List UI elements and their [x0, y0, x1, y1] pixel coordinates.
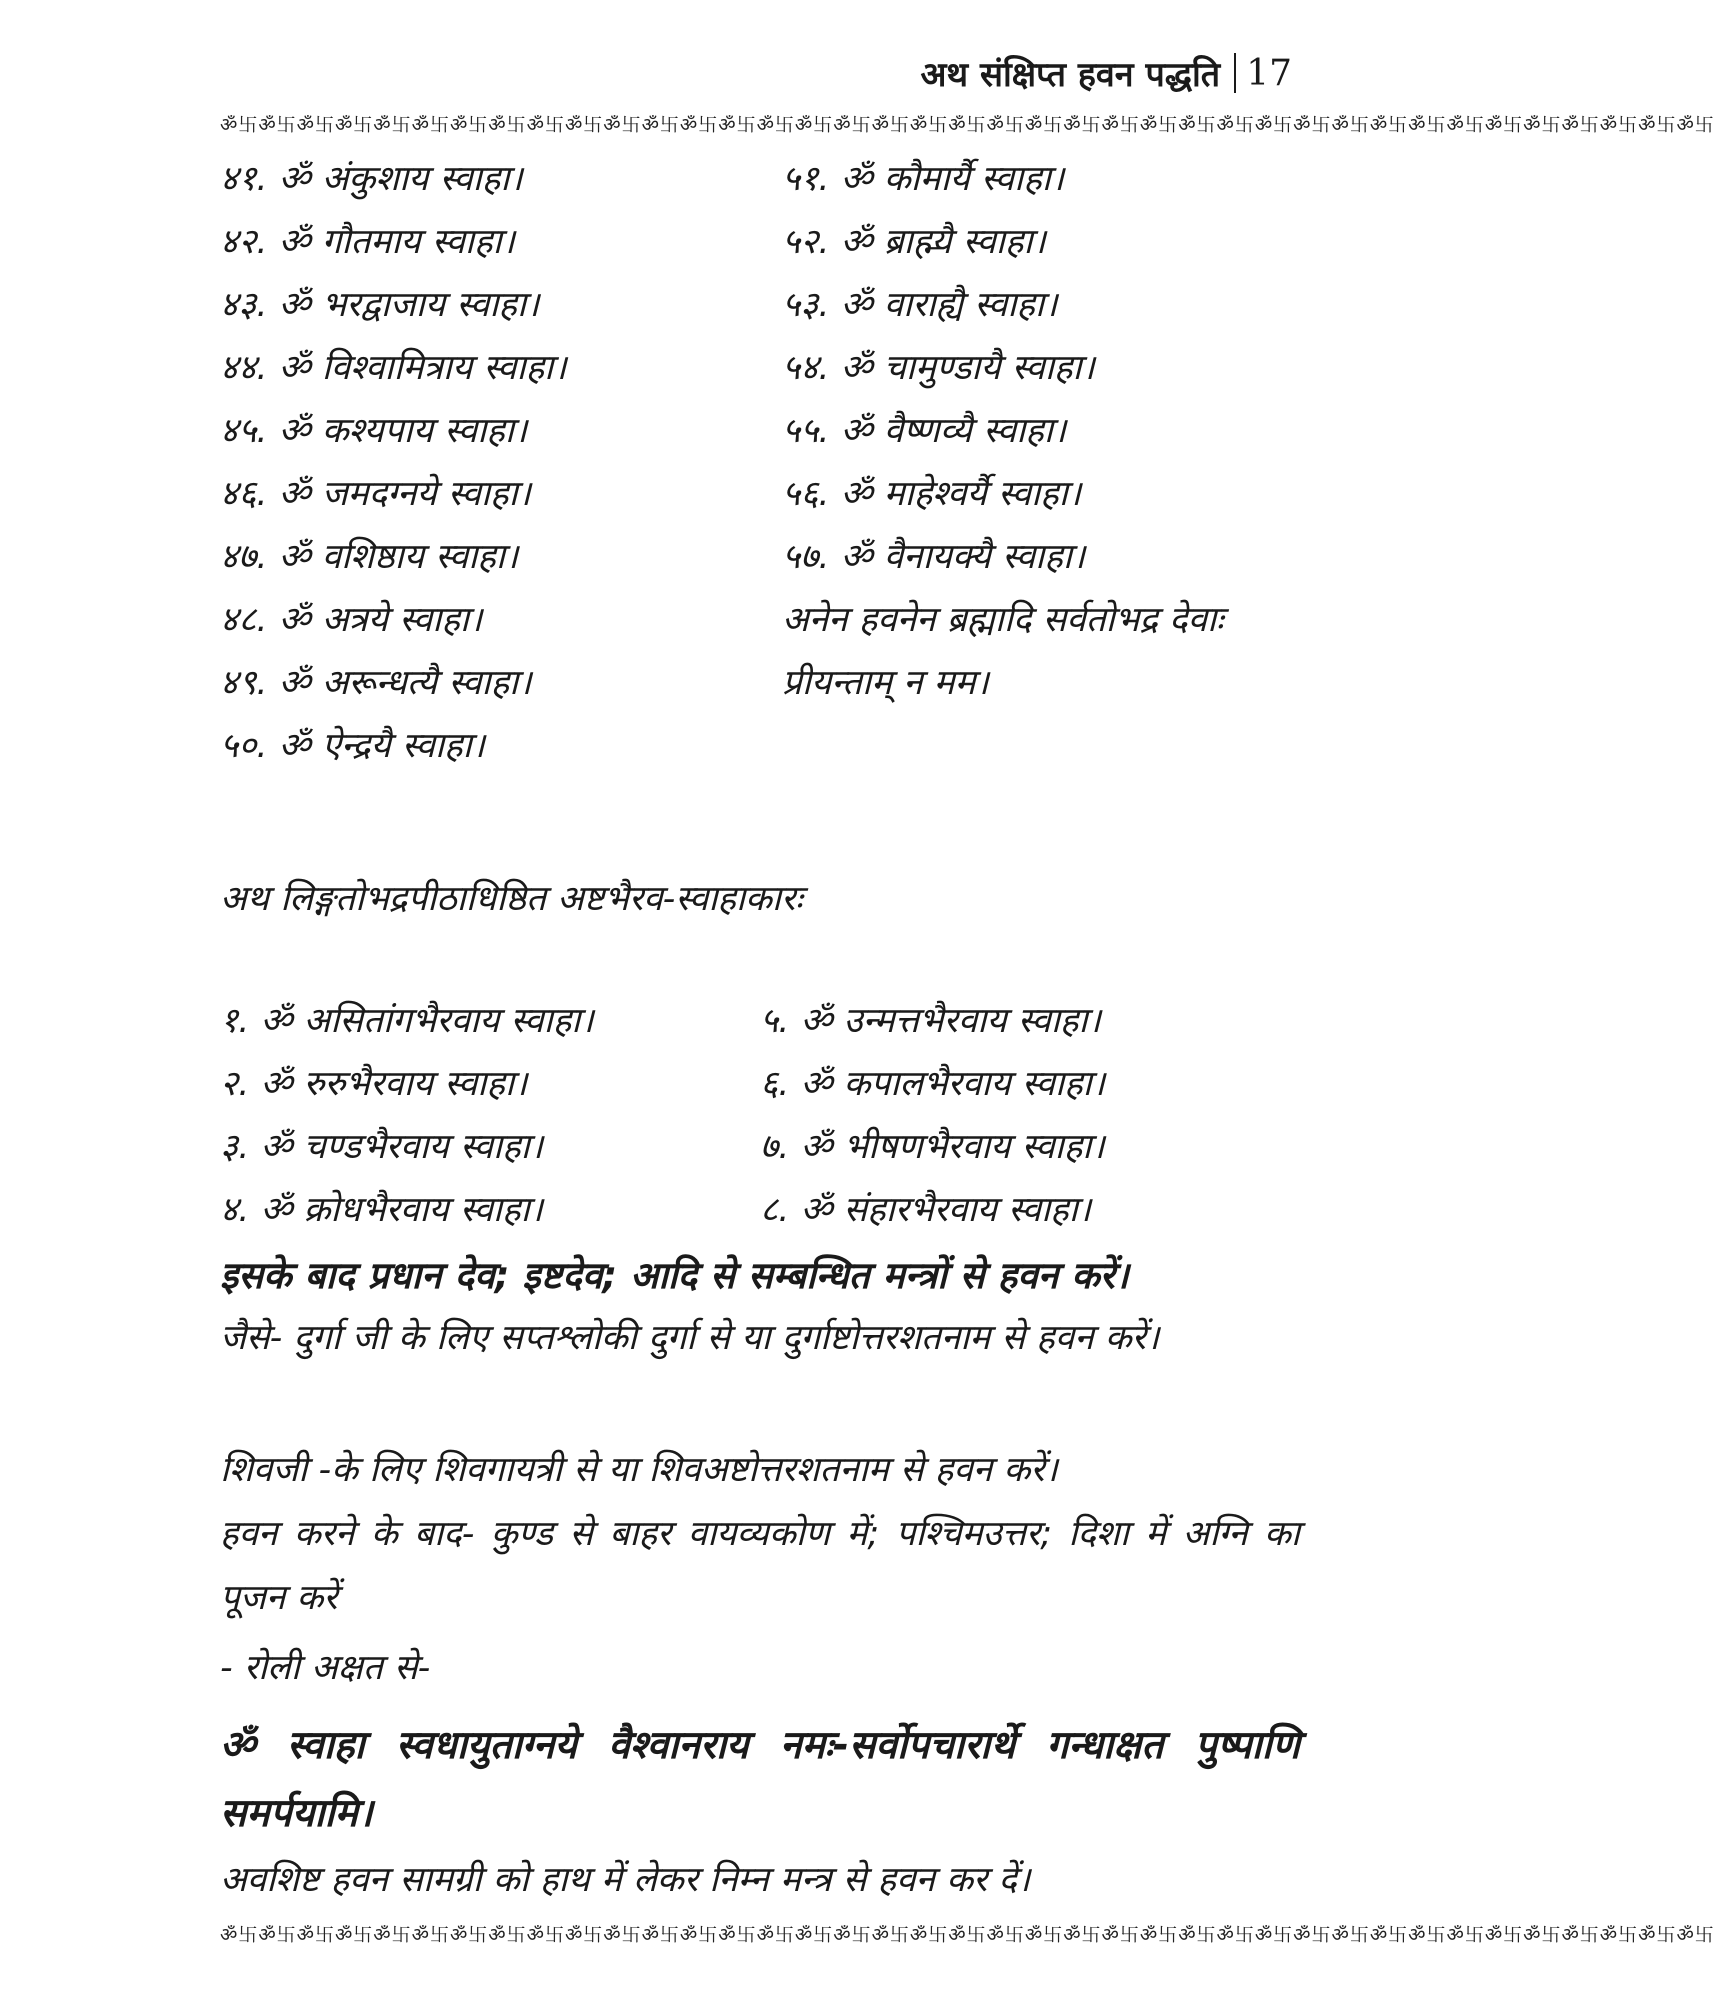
mantra-list-left: [220, 148, 566, 778]
list-item: ५. ॐ उन्मत्तभैरवाय स्वाहा।: [760, 1001, 1101, 1041]
roli-akshat-note: - रोली अक्षत से-: [220, 1648, 431, 1688]
list-item: ४. ॐ क्रोधभैरवाय स्वाहा।: [220, 1190, 543, 1230]
list-item: ४६. ॐ जमदग्नये स्वाहा।: [220, 474, 531, 514]
header-title: अथ संक्षिप्त हवन पद्धति: [920, 55, 1221, 95]
list-item: ५७. ॐ वैनायक्यै स्वाहा।: [782, 537, 1086, 577]
list-item: ५५. ॐ वैष्णव्यै स्वाहा।: [782, 411, 1067, 451]
list-item: २. ॐ रुरुभैरवाय स्वाहा।: [220, 1064, 528, 1104]
list-item: ५०. ॐ ऐन्द्रयै स्वाहा।: [220, 726, 485, 766]
list-item: ६. ॐ कपालभैरवाय स्वाहा।: [760, 1064, 1105, 1104]
list-item: प्रीयन्ताम् न मम।: [782, 663, 989, 703]
list-item: ५६. ॐ माहेश्वर्यै स्वाहा।: [782, 474, 1082, 514]
list-item: ४५. ॐ कश्यपाय स्वाहा।: [220, 411, 528, 451]
top-border-pattern: ॐ卐ॐ卐ॐ卐ॐ卐ॐ卐ॐ卐ॐ卐ॐ卐ॐ卐ॐ卐ॐ卐ॐ卐ॐ卐ॐ卐ॐ卐ॐ卐ॐ卐ॐ卐ॐ卐ॐ卐ॐ卐ॐ卐ॐ卐ॐ卐ॐ卐ॐ卐ॐ卐ॐ卐ॐ卐ॐ卐ॐ卐ॐ卐ॐ卐ॐ卐ॐ卐ॐ卐ॐ卐ॐ卐ॐ卐: [220, 114, 1715, 136]
mantra-list-right: [782, 148, 1223, 715]
list-item: ८. ॐ संहारभैरवाय स्वाहा।: [760, 1190, 1092, 1230]
list-item: ४४. ॐ विश्वामित्राय स्वाहा।: [220, 348, 567, 388]
list-item: ३. ॐ चण्डभैरवाय स्वाहा।: [220, 1127, 543, 1167]
bhairav-list-right: [760, 990, 1105, 1242]
main-instruction: इसके बाद प्रधान देव; इष्टदेव; आदि से सम्बन्धित मन्त्रों से हवन करें।: [220, 1254, 1129, 1297]
vaishvanara-mantra: ॐ स्वाहा स्वधायुताग्नये वैश्वानराय नमः-सर्वोपचारार्थे गन्धाक्षत पुष्पाणि समर्पयामि।: [220, 1723, 1300, 1836]
agni-pujan-note: हवन करने के बाद- कुण्ड से बाहर वायव्यकोण में; पश्चिमउत्तर; दिशा में अग्नि का पूजन करें: [220, 1514, 1300, 1618]
bhairav-list-left: [220, 990, 594, 1242]
header-divider: [1234, 53, 1236, 93]
shiva-note: शिवजी -के लिए शिवगायत्री से या शिवअष्टोत्तरशतनाम से हवन करें।: [220, 1450, 1058, 1490]
durga-note: जैसे- दुर्गा जी के लिए सप्तश्लोकी दुर्गा से या दुर्गाष्टोत्तरशतनाम से हवन करें।: [220, 1318, 1160, 1358]
bottom-border-pattern: ॐ卐ॐ卐ॐ卐ॐ卐ॐ卐ॐ卐ॐ卐ॐ卐ॐ卐ॐ卐ॐ卐ॐ卐ॐ卐ॐ卐ॐ卐ॐ卐ॐ卐ॐ卐ॐ卐ॐ卐ॐ卐ॐ卐ॐ卐ॐ卐ॐ卐ॐ卐ॐ卐ॐ卐ॐ卐ॐ卐ॐ卐ॐ卐ॐ卐ॐ卐ॐ卐ॐ卐ॐ卐ॐ卐ॐ卐: [220, 1924, 1715, 1946]
list-item: ५४. ॐ चामुण्डायै स्वाहा।: [782, 348, 1095, 388]
list-item: ४८. ॐ अत्रये स्वाहा।: [220, 600, 483, 640]
list-item: ४२. ॐ गौतमाय स्वाहा।: [220, 222, 515, 262]
page-number: 17: [1246, 52, 1292, 94]
list-item: ४३. ॐ भरद्वाजाय स्वाहा।: [220, 285, 540, 325]
list-item: अनेन हवनेन ब्रह्मादि सर्वतोभद्र देवाः: [782, 600, 1224, 640]
list-item: ४७. ॐ वशिष्ठाय स्वाहा।: [220, 537, 519, 577]
bhairav-heading: अथ लिङ्गतोभद्रपीठाधिष्ठित अष्टभैरव-स्वाहाकारः: [220, 879, 803, 919]
list-item: ५२. ॐ ब्राह्म्यै स्वाहा।: [782, 222, 1046, 262]
list-item: ७. ॐ भीषणभैरवाय स्वाहा।: [760, 1127, 1105, 1167]
list-item: ४१. ॐ अंकुशाय स्वाहा।: [220, 159, 523, 199]
list-item: ५३. ॐ वाराह्यै स्वाहा।: [782, 285, 1058, 325]
page-header: [920, 50, 1292, 96]
list-item: १. ॐ असितांगभैरवाय स्वाहा।: [220, 1001, 594, 1041]
list-item: ४९. ॐ अरून्धत्यै स्वाहा।: [220, 663, 532, 703]
list-item: ५१. ॐ कौमार्यै स्वाहा।: [782, 159, 1065, 199]
final-instruction: अवशिष्ट हवन सामग्री को हाथ में लेकर निम्न मन्त्र से हवन कर दें।: [220, 1860, 1031, 1900]
